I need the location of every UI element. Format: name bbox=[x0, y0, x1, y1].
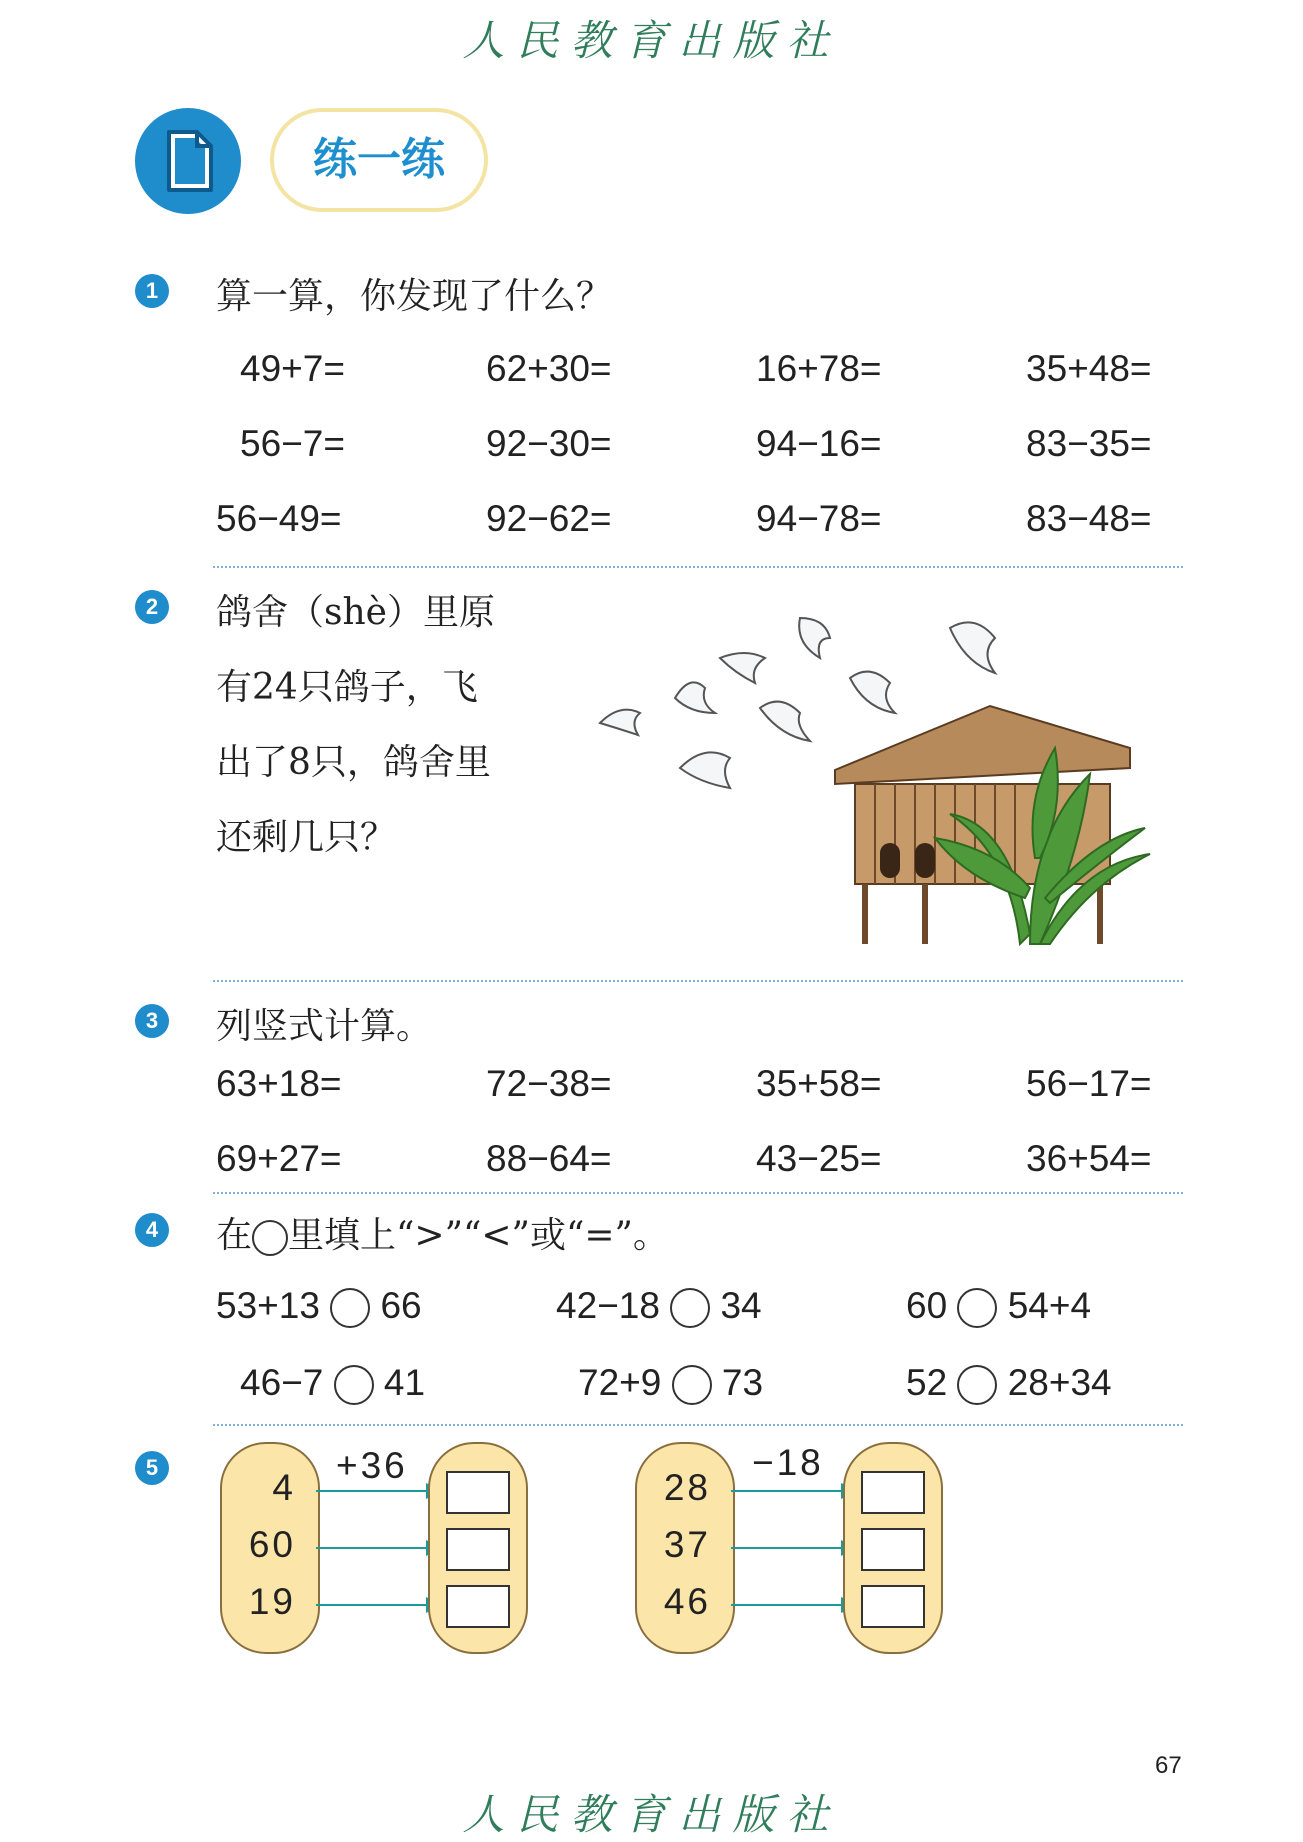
operation-label: −18 bbox=[752, 1442, 824, 1483]
comparison-right: 54+4 bbox=[1007, 1285, 1092, 1326]
comparison-circle[interactable] bbox=[957, 1288, 997, 1328]
section-divider bbox=[213, 566, 1183, 568]
q3-prompt: 列竖式计算。 bbox=[216, 1006, 433, 1047]
q1-expr: 62+30= bbox=[486, 348, 612, 389]
comparison-item bbox=[216, 1285, 422, 1328]
publisher-header: 人民教育出版社 bbox=[462, 16, 841, 65]
q1-expr: 83−35= bbox=[1026, 423, 1152, 464]
comparison-circle[interactable] bbox=[670, 1288, 710, 1328]
q1-expr: 16+78= bbox=[756, 348, 882, 389]
answer-box[interactable] bbox=[446, 1585, 510, 1628]
comparison-item bbox=[240, 1362, 425, 1405]
section-title: 练一练 bbox=[270, 108, 488, 212]
input-value: 28 bbox=[663, 1467, 711, 1508]
comparison-circle bbox=[252, 1220, 288, 1256]
comparison-item bbox=[906, 1285, 1091, 1328]
q1-expr: 49+7= bbox=[240, 348, 345, 389]
input-value: 4 bbox=[272, 1467, 296, 1508]
comparison-right: 73 bbox=[721, 1362, 764, 1403]
q1-expr: 94−78= bbox=[756, 498, 882, 539]
q3-expr: 69+27= bbox=[216, 1138, 342, 1179]
comparison-item bbox=[906, 1362, 1112, 1405]
q1-expr: 56−49= bbox=[216, 498, 342, 539]
question-number-1: 1 bbox=[135, 274, 169, 308]
q1-prompt: 算一算，你发现了什么？ bbox=[216, 276, 613, 317]
comparison-right: 28+34 bbox=[1007, 1362, 1112, 1403]
comparison-left: 46−7 bbox=[240, 1362, 324, 1403]
q3-expr: 36+54= bbox=[1026, 1138, 1152, 1179]
q3-expr: 43−25= bbox=[756, 1138, 882, 1179]
comparison-left: 53+13 bbox=[216, 1285, 320, 1326]
answer-box[interactable] bbox=[861, 1585, 925, 1628]
q1-expr: 35+48= bbox=[1026, 348, 1152, 389]
operation-label: +36 bbox=[336, 1445, 408, 1486]
q1-expr: 92−30= bbox=[486, 423, 612, 464]
q1-expr: 94−16= bbox=[756, 423, 882, 464]
publisher-footer: 人民教育出版社 bbox=[462, 1790, 841, 1839]
q3-expr: 63+18= bbox=[216, 1063, 342, 1104]
q3-expr: 88−64= bbox=[486, 1138, 612, 1179]
q4-prompt-before: 在 bbox=[216, 1215, 253, 1256]
q3-expr: 72−38= bbox=[486, 1063, 612, 1104]
q1-expr: 56−7= bbox=[240, 423, 345, 464]
q4-prompt bbox=[216, 1207, 669, 1258]
input-value: 46 bbox=[663, 1581, 711, 1622]
comparison-right: 66 bbox=[380, 1285, 422, 1326]
comparison-circle[interactable] bbox=[672, 1365, 712, 1405]
section-badge bbox=[135, 108, 241, 214]
comparison-left: 42−18 bbox=[556, 1285, 660, 1326]
comparison-left: 52 bbox=[906, 1362, 948, 1403]
section-divider bbox=[213, 1424, 1183, 1426]
comparison-left: 60 bbox=[906, 1285, 948, 1326]
input-value: 37 bbox=[663, 1524, 711, 1565]
answer-box[interactable] bbox=[446, 1528, 510, 1571]
comparison-circle[interactable] bbox=[334, 1365, 374, 1405]
question-number-5: 5 bbox=[135, 1451, 169, 1485]
q1-expr: 83−48= bbox=[1026, 498, 1152, 539]
comparison-item bbox=[556, 1285, 762, 1328]
input-value: 19 bbox=[248, 1581, 296, 1622]
q3-expr: 56−17= bbox=[1026, 1063, 1152, 1104]
question-number-2: 2 bbox=[135, 590, 169, 624]
input-value: 60 bbox=[248, 1524, 296, 1565]
q2-text-line: 有24只鸽子，飞 bbox=[216, 667, 478, 708]
page-number: 67 bbox=[1155, 1752, 1182, 1779]
q1-expr: 92−62= bbox=[486, 498, 612, 539]
q4-prompt-after: 里填上“>”“<”或“=”。 bbox=[288, 1215, 669, 1256]
comparison-circle[interactable] bbox=[330, 1288, 370, 1328]
answer-box[interactable] bbox=[861, 1471, 925, 1514]
document-icon bbox=[135, 108, 241, 214]
answer-box[interactable] bbox=[446, 1471, 510, 1514]
question-number-3: 3 bbox=[135, 1004, 169, 1038]
q2-text-line: 鸽舍（shè）里原 bbox=[216, 592, 495, 633]
section-divider bbox=[213, 980, 1183, 982]
section-divider bbox=[213, 1192, 1183, 1194]
comparison-left: 72+9 bbox=[578, 1362, 662, 1403]
q2-text-line: 还剩几只？ bbox=[216, 817, 397, 858]
comparison-right: 41 bbox=[383, 1362, 426, 1403]
pigeon-house-illustration bbox=[590, 598, 1190, 948]
answer-box[interactable] bbox=[861, 1528, 925, 1571]
comparison-right: 34 bbox=[720, 1285, 762, 1326]
q3-expr: 35+58= bbox=[756, 1063, 882, 1104]
question-number-4: 4 bbox=[135, 1213, 169, 1247]
comparison-item bbox=[578, 1362, 763, 1405]
q2-text-line: 出了8只，鸽舍里 bbox=[216, 742, 491, 783]
comparison-circle[interactable] bbox=[957, 1365, 997, 1405]
